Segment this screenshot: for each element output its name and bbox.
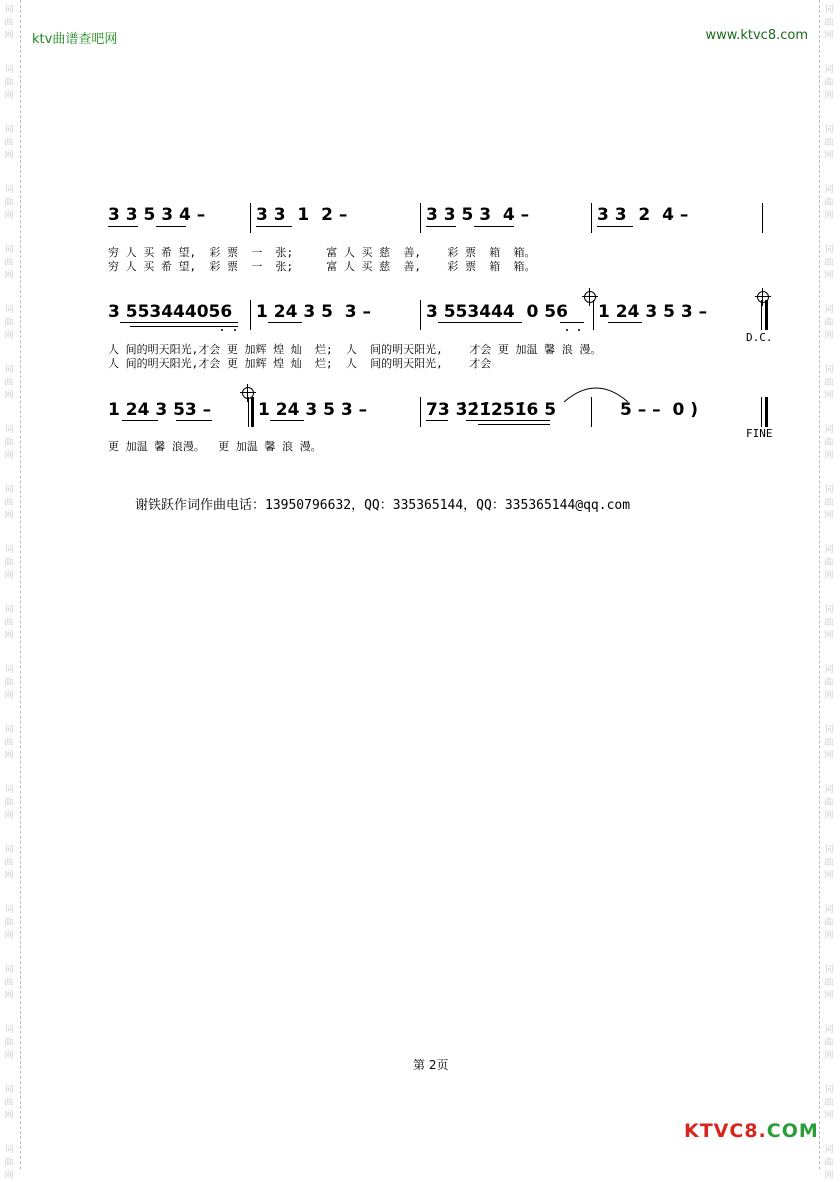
watermark-char: 词 xyxy=(4,425,14,435)
watermark-char: 曲 xyxy=(4,78,14,88)
low-octave-dot xyxy=(566,329,568,331)
underline xyxy=(466,420,550,421)
watermark-char: 词 xyxy=(824,965,834,975)
watermark-char: 曲 xyxy=(4,918,14,928)
watermark-char: 词 xyxy=(4,785,14,795)
watermark-char: 曲 xyxy=(4,558,14,568)
measure-2-1: 3 553444056 xyxy=(108,302,233,322)
measure-1-3: 3 3 5 3 4 – xyxy=(426,205,530,225)
underline xyxy=(426,226,456,227)
final-barline xyxy=(765,397,768,427)
watermark-char: 网 xyxy=(824,1171,834,1181)
watermark-char: 曲 xyxy=(824,858,834,868)
watermark-char: 词 xyxy=(824,785,834,795)
watermark-char: 词 xyxy=(824,725,834,735)
watermark-char: 网 xyxy=(824,151,834,161)
barline xyxy=(420,300,421,330)
barline xyxy=(420,397,421,427)
watermark-char: 网 xyxy=(824,391,834,401)
watermark-char: 曲 xyxy=(824,678,834,688)
barline xyxy=(420,203,421,233)
watermark-char: 网 xyxy=(4,931,14,941)
watermark-char: 网 xyxy=(824,451,834,461)
watermark-char: 曲 xyxy=(824,198,834,208)
underline xyxy=(108,226,138,227)
underline xyxy=(122,420,158,421)
watermark-char: 曲 xyxy=(824,978,834,988)
watermark-char: 曲 xyxy=(824,798,834,808)
low-octave-dot xyxy=(234,329,236,331)
watermark-char: 词 xyxy=(4,545,14,555)
segno-icon xyxy=(584,291,596,303)
watermark-char: 曲 xyxy=(824,1098,834,1108)
watermark-char: 曲 xyxy=(4,438,14,448)
measure-1-1: 3 3 5 3 4 – xyxy=(108,205,206,225)
watermark-char: 词 xyxy=(824,1025,834,1035)
watermark-char: 曲 xyxy=(4,18,14,28)
watermark-char: 曲 xyxy=(4,978,14,988)
watermark-char: 曲 xyxy=(4,198,14,208)
watermark-char: 曲 xyxy=(4,618,14,628)
watermark-char: 词 xyxy=(4,725,14,735)
watermark-char: 网 xyxy=(824,271,834,281)
watermark-char: 词 xyxy=(4,365,14,375)
lyric-line: 更 加温 馨 浪漫。 更 加温 馨 浪 漫。 xyxy=(108,440,322,453)
watermark-char: 词 xyxy=(4,665,14,675)
watermark-char: 网 xyxy=(4,991,14,1001)
lyric-line: 穷 人 买 希 望, 彩 票 一 张; 富 人 买 慈 善, 彩 票 箱 箱。 xyxy=(108,260,536,273)
fine-marking: FINE xyxy=(746,427,773,440)
watermark-char: 网 xyxy=(4,451,14,461)
watermark-char: 曲 xyxy=(824,1038,834,1048)
watermark-char: 曲 xyxy=(4,738,14,748)
site-url[interactable]: www.ktvc8.com xyxy=(705,28,808,43)
right-watermark-strip xyxy=(819,0,840,1181)
watermark-char: 网 xyxy=(824,31,834,41)
watermark-char: 网 xyxy=(4,31,14,41)
watermark-char: 曲 xyxy=(824,558,834,568)
watermark-char: 词 xyxy=(4,1145,14,1155)
watermark-char: 网 xyxy=(824,751,834,761)
watermark-char: 词 xyxy=(824,125,834,135)
watermark-char: 网 xyxy=(4,1051,14,1061)
watermark-char: 曲 xyxy=(824,918,834,928)
site-name: ktv曲谱查吧网 xyxy=(32,32,118,47)
watermark-char: 词 xyxy=(4,1085,14,1095)
watermark-char: 曲 xyxy=(824,318,834,328)
left-watermark-strip xyxy=(0,0,21,1181)
barline xyxy=(248,397,249,427)
logo-text-red: KTVC8. xyxy=(684,1120,767,1142)
low-octave-dot xyxy=(221,329,223,331)
measure-3-3: 73 3̇2̇1̇25̇1̇6 5 xyxy=(426,400,557,420)
watermark-char: 网 xyxy=(824,571,834,581)
watermark-char: 曲 xyxy=(4,798,14,808)
watermark-char: 词 xyxy=(4,1025,14,1035)
measure-2-3: 3 553444 0 56 xyxy=(426,302,568,322)
watermark-char: 网 xyxy=(4,1171,14,1181)
segno-icon xyxy=(242,387,254,399)
watermark-char: 网 xyxy=(4,871,14,881)
watermark-char: 曲 xyxy=(4,858,14,868)
underline xyxy=(474,226,514,227)
watermark-char: 网 xyxy=(4,691,14,701)
watermark-char: 网 xyxy=(824,811,834,821)
watermark-char: 曲 xyxy=(4,138,14,148)
watermark-char: 词 xyxy=(824,305,834,315)
watermark-char: 词 xyxy=(4,125,14,135)
underline xyxy=(608,322,642,323)
measure-3-4: 5 – – 0 ) xyxy=(620,400,699,420)
watermark-char: 词 xyxy=(4,305,14,315)
contact-info: 谢铁跃作词作曲电话：13950796632，QQ：335365144，QQ：335365144@qq.com xyxy=(135,498,631,513)
watermark-char: 词 xyxy=(824,845,834,855)
page-number: 第 2页 xyxy=(413,1058,449,1072)
lyric-line: 穷 人 买 希 望, 彩 票 一 张; 富 人 买 慈 善, 彩 票 箱 箱。 xyxy=(108,246,536,259)
segno-icon xyxy=(757,291,769,303)
measure-3-1: 1 24 3 53 – xyxy=(108,400,212,420)
dc-marking: D.C. xyxy=(746,331,773,344)
watermark-char: 曲 xyxy=(4,1038,14,1048)
underline xyxy=(426,420,448,421)
double-barline xyxy=(765,300,768,330)
watermark-char: 网 xyxy=(4,211,14,221)
watermark-char: 词 xyxy=(824,185,834,195)
watermark-char: 网 xyxy=(4,1111,14,1121)
watermark-char: 词 xyxy=(4,905,14,915)
watermark-char: 词 xyxy=(824,485,834,495)
barline xyxy=(761,397,762,427)
measure-2-4: 1 24 3 5 3 – xyxy=(598,302,708,322)
watermark-char: 曲 xyxy=(4,678,14,688)
measure-3-2: 1 24 3 5 3 – xyxy=(258,400,368,420)
watermark-char: 曲 xyxy=(824,1158,834,1168)
watermark-char: 网 xyxy=(4,391,14,401)
watermark-char: 网 xyxy=(824,211,834,221)
measure-2-2: 1 24 3 5 3 – xyxy=(256,302,371,322)
underline xyxy=(176,420,212,421)
barline xyxy=(591,203,592,233)
watermark-char: 词 xyxy=(4,965,14,975)
watermark-char: 网 xyxy=(4,91,14,101)
measure-1-2: 3 3 1 2 – xyxy=(256,205,348,225)
barline xyxy=(762,203,763,233)
watermark-char: 曲 xyxy=(824,138,834,148)
watermark-char: 网 xyxy=(824,1051,834,1061)
underline xyxy=(120,322,238,323)
watermark-char: 网 xyxy=(4,811,14,821)
barline xyxy=(593,300,594,330)
watermark-char: 词 xyxy=(824,1085,834,1095)
watermark-char: 曲 xyxy=(824,378,834,388)
barline xyxy=(250,300,251,330)
underline xyxy=(156,226,186,227)
watermark-char: 网 xyxy=(824,931,834,941)
watermark-char: 网 xyxy=(824,91,834,101)
watermark-char: 网 xyxy=(4,571,14,581)
watermark-char: 曲 xyxy=(4,1098,14,1108)
watermark-char: 网 xyxy=(4,751,14,761)
watermark-char: 词 xyxy=(824,665,834,675)
tie-slur xyxy=(560,382,632,404)
watermark-char: 曲 xyxy=(824,618,834,628)
watermark-char: 网 xyxy=(824,991,834,1001)
watermark-char: 词 xyxy=(824,605,834,615)
watermark-char: 网 xyxy=(824,691,834,701)
watermark-char: 词 xyxy=(824,65,834,75)
watermark-char: 曲 xyxy=(824,78,834,88)
watermark-char: 曲 xyxy=(4,318,14,328)
watermark-char: 曲 xyxy=(824,18,834,28)
underline xyxy=(268,322,302,323)
underline xyxy=(256,226,292,227)
watermark-char: 网 xyxy=(824,331,834,341)
watermark-char: 词 xyxy=(824,5,834,15)
watermark-char: 网 xyxy=(824,871,834,881)
watermark-char: 词 xyxy=(824,1145,834,1155)
underline xyxy=(130,326,238,327)
watermark-char: 曲 xyxy=(4,498,14,508)
watermark-char: 词 xyxy=(4,845,14,855)
watermark-char: 词 xyxy=(4,605,14,615)
watermark-char: 词 xyxy=(4,5,14,15)
watermark-char: 词 xyxy=(4,485,14,495)
watermark-char: 网 xyxy=(4,631,14,641)
watermark-char: 词 xyxy=(4,65,14,75)
site-logo[interactable] xyxy=(684,1120,819,1142)
watermark-char: 曲 xyxy=(4,1158,14,1168)
lyric-line: 人 间的明天阳光,才会 更 加辉 煌 灿 烂; 人 间的明天阳光, 才会 更 加温 馨 浪 漫。 xyxy=(108,343,602,356)
watermark-char: 词 xyxy=(824,245,834,255)
watermark-char: 词 xyxy=(824,905,834,915)
underline xyxy=(270,420,304,421)
watermark-char: 网 xyxy=(4,511,14,521)
watermark-char: 曲 xyxy=(824,738,834,748)
underline xyxy=(478,424,550,425)
underline xyxy=(597,226,633,227)
measure-1-4: 3 3 2 4 – xyxy=(597,205,689,225)
repeat-barline xyxy=(251,397,254,427)
underline xyxy=(438,322,522,323)
watermark-char: 曲 xyxy=(4,258,14,268)
low-octave-dot xyxy=(578,329,580,331)
watermark-char: 网 xyxy=(4,271,14,281)
underline xyxy=(560,322,584,323)
watermark-char: 曲 xyxy=(4,378,14,388)
watermark-char: 曲 xyxy=(824,498,834,508)
watermark-char: 网 xyxy=(824,1111,834,1121)
watermark-char: 词 xyxy=(824,545,834,555)
watermark-char: 曲 xyxy=(824,258,834,268)
watermark-char: 网 xyxy=(824,631,834,641)
watermark-char: 曲 xyxy=(824,438,834,448)
watermark-char: 网 xyxy=(824,511,834,521)
barline xyxy=(250,203,251,233)
logo-text-green: COM xyxy=(766,1120,819,1142)
watermark-char: 词 xyxy=(4,245,14,255)
watermark-char: 词 xyxy=(4,185,14,195)
watermark-char: 词 xyxy=(824,425,834,435)
watermark-char: 网 xyxy=(4,151,14,161)
lyric-line: 人 间的明天阳光,才会 更 加辉 煌 灿 烂; 人 间的明天阳光, 才会 xyxy=(108,357,492,370)
watermark-char: 词 xyxy=(824,365,834,375)
watermark-char: 网 xyxy=(4,331,14,341)
